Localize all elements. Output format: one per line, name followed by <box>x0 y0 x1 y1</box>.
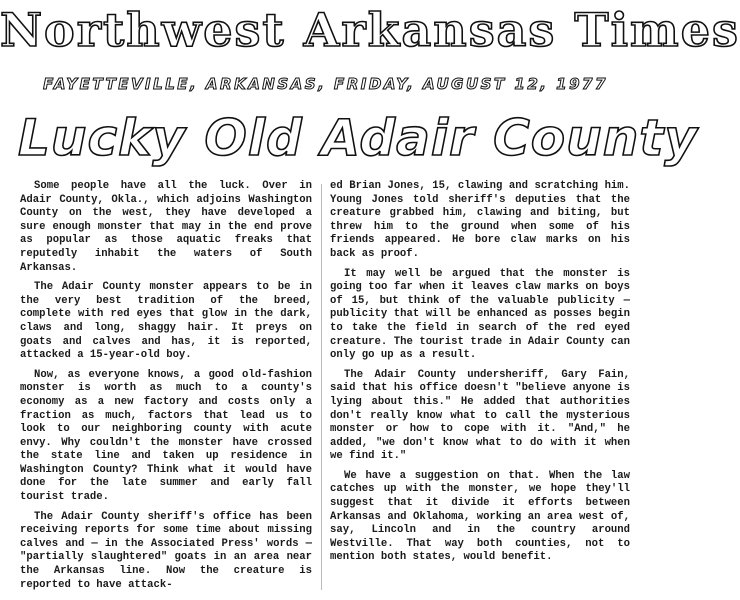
article-paragraph: The Adair County sheriff's office has been receiving reports for some time about missing calves and — in the Associated Press' words — "partially slaughtered" goats in an area near the Arkansas line. Now the creature is reported to have attack- <box>20 510 312 591</box>
article-paragraph: ed Brian Jones, 15, clawing and scratching him. Young Jones told sheriff's deputies that the creature grabbed him, clawing and biting, but threw him to the ground when some of his friends appeared. He bore claw marks on his back as proof. <box>330 180 630 260</box>
article-paragraph: It may well be argued that the monster is going too far when it leaves claw marks on boys of 15, but think of the valuable publicity — publicity that will be enhanced as posses begin to take the field in search of the red eyed creature. The tourist trade in Adair County can only go up as a result. <box>330 267 630 362</box>
article-paragraph: Some people have all the luck. Over in Adair County, Okla., which adjoins Washington County on the west, they have developed a sure enough monster that may in the end prove as popular as those aquatic freaks that reputedly inhabit the waters of South Arkansas. <box>20 180 312 274</box>
article-paragraph: We have a suggestion on that. When the law catches up with the monster, we hope they'll suggest that it divide it efforts between Arkansas and Oklahoma, working an area west of, say, Lincoln and in the country around Westville. That way both counties, not to mention both states, would benefit. <box>330 469 630 564</box>
newspaper-masthead: Northwest Arkansas Times <box>0 3 740 57</box>
article-column-right <box>330 180 630 565</box>
editorial-headline: Lucky Old Adair County <box>18 109 698 167</box>
article-paragraph: Now, as everyone knows, a good old-fashion monster is worth as much to a county's economy as a new factory and costs only a fraction as much, factors that lead us to look to our neighboring county with acute envy. Why couldn't the monster have crossed the state line and taken up residence in Washington County? Think what it would have done for the late summer and early fall tourist trade. <box>20 368 312 504</box>
dateline: FAYETTEVILLE, ARKANSAS, FRIDAY, AUGUST 12, 1977 <box>43 75 608 93</box>
article-paragraph: The Adair County monster appears to be in the very best tradition of the breed, complete with red eyes that glow in the dark, claws and long, shaggy hair. It preys on goats and calves and has, it is reported, attacked a 15-year-old boy. <box>20 281 312 362</box>
article-paragraph: The Adair County undersheriff, Gary Fain, said that his office doesn't "believe anyone is lying about this." He added that authorities don't really know what to call the mysterious monster or how to cope with it. "And," he added, "we don't know what to do with it when we find it." <box>330 368 630 463</box>
article-column-left <box>20 180 312 592</box>
column-divider <box>321 184 322 590</box>
